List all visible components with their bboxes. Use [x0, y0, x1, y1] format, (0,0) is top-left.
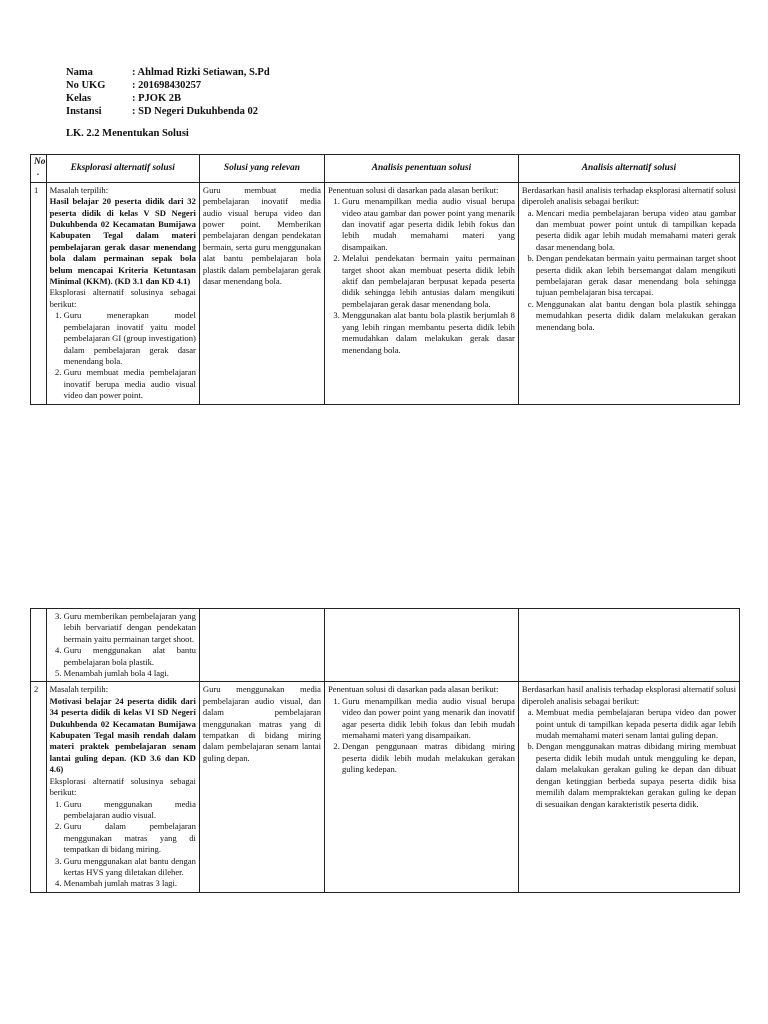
list-item: 1. Guru menggunakan media pembelajaran audio visual. [64, 799, 196, 822]
exploration-cell [46, 682, 199, 892]
exploration-list-continued [50, 611, 196, 679]
alternative-lead: Berdasarkan hasil analisis terhadap eksplorasi alternatif solusi diperoleh analisis sebagai berikut: [521, 684, 736, 706]
list-item: a. Mencari media pembelajaran berupa video atau gambar dan membuat power point untuk di tampilkan kepada peserta didik agar lebih mudah memahami materi gerak dasar menendang bola. [536, 208, 736, 254]
section-title: LK. 2.2 Menentukan Solusi [66, 128, 189, 139]
identity-header [66, 66, 270, 118]
list-item: 1. Guru menerapkan model pembelajaran inovatif yaitu model pembelajaran GI (group investigation) dalam pembelajaran gerak dasar menendang bola. [64, 310, 196, 367]
alternative-analysis-cell [518, 682, 739, 892]
header-determination: Analisis penentuan solusi [325, 155, 519, 183]
table-header-row [31, 155, 740, 183]
alternative-analysis-cell [518, 182, 739, 404]
list-item: a. Membuat media pembelajaran berupa video dan power point untuk di tampilkan kepada peserta didik agar lebih mudah memahami materi senam lantai guling depan. [536, 707, 736, 741]
relevant-solution-cell: Guru menggunakan media pembelajaran audio visual, dan dalam pembelajaran menggunakan matras yang di tempatkan di bidang miring dalam pembelajaran senam lantai guling depan. [199, 682, 324, 892]
institution-value: : SD Negeri Dukuhbenda 02 [132, 106, 259, 117]
problem-statement: Hasil belajar 20 peserta didik dari 32 peserta didik di kelas V SD Negeri Dukuhbenda 02 Kecamatan Bumijawa Kabupaten Tegal dalam materi pembelajaran gerak dasar menendang bola dalam permainan sepak bola belum mencapai Kriteria Ketuntasan Minimal (KKM). (KD 3.1 dan KD 4.1) [49, 196, 196, 287]
solution-table-page-2 [30, 608, 740, 893]
class-label: Kelas [66, 93, 92, 104]
list-item: 1. Guru menampilkan media audio visual berupa video atau gambar dan power point yang menarik dan inovatif agar peserta didik lebih fokus dan lebih mudah memahami materi yang disampaikan. [342, 196, 515, 253]
determination-list [328, 696, 515, 776]
header-solution: Solusi yang relevan [199, 155, 324, 183]
problem-intro: Masalah terpilih: [49, 184, 109, 195]
relevant-solution-cell: Guru membuat media pembelajaran inovatif media audio visual berupa video dan power point. Memberikan pembelajaran dengan pendekatan bermain, serta guru menggunakan alat bantu pembelajaran bola plastik dalam pembelajaran gerak dasar menendang bola. [199, 182, 324, 404]
determination-lead: Penentuan solusi di dasarkan pada alasan berikut: [328, 684, 499, 695]
exploration-lead: Eksplorasi alternatif solusinya sebagai berikut: [49, 775, 196, 798]
ukg-row [66, 79, 270, 92]
ukg-value: : 201698430257 [132, 80, 202, 91]
header-exploration: Eksplorasi alternatif solusi [46, 155, 199, 183]
determination-lead: Penentuan solusi di dasarkan pada alasan berikut: [328, 184, 499, 195]
list-item: 1. Guru menampilkan media audio visual berupa video dan power point yang menarik dan inovatif agar peserta didik lebih fokus dan lebih mudah memahami materi yang disampaikan. [342, 696, 515, 742]
row-number: 2 [31, 682, 47, 892]
exploration-lead: Eksplorasi alternatif solusinya sebagai berikut: [49, 287, 196, 309]
list-item: 2. Guru membuat media pembelajaran inovatif berupa media audio visual video dan power point. [64, 367, 196, 401]
institution-row [66, 105, 270, 118]
class-value: : PJOK 2B [132, 93, 181, 104]
row-number: 1 [31, 182, 47, 404]
alternative-list [522, 707, 736, 810]
institution-label: Instansi [66, 106, 102, 117]
list-item: 4. Guru menggunakan alat bantu pembelajaran bola plastik. [64, 645, 196, 668]
determination-cell [325, 182, 519, 404]
alternative-list [522, 208, 736, 333]
determination-cell [325, 682, 519, 892]
list-item: 3. Guru memberikan pembelajaran yang lebih bervariatif dengan pendekatan bermain yaitu permainan target shoot. [64, 611, 196, 645]
header-alternative: Analisis alternatif solusi [518, 155, 739, 183]
list-item: 3. Menggunakan alat bantu bola plastik berjumlah 8 yang lebih ringan membantu peserta didik lebih memudahkan dalam melakukan gerak dasar menendang bola. [342, 310, 515, 356]
table-row [31, 182, 740, 404]
table-row [31, 682, 740, 892]
exploration-list [50, 310, 196, 401]
list-item: 2. Guru dalam pembelajaran menggunakan matras yang di tempatkan di bidang miring. [64, 821, 196, 855]
list-item: b. Dengan menggunakan matras dibidang miring membuat peserta didik lebih mudah untuk mengguling ke depan, dalam melakukan gerakan guling ke depan dan dibuat dengan ketinggian berbeda supaya peserta didik bisa memilih dalam mempraktekan gerakan guling ke depan di sesuaikan dengan karakteristik peserta didik. [536, 741, 736, 809]
exploration-list [50, 799, 196, 890]
list-item: 2. Dengan penggunaan matras dibidang miring peserta didik lebih mudah melakukan gerakan guling kedepan. [342, 741, 515, 775]
solution-table-page-1 [30, 154, 740, 405]
list-item: c. Menggunakan alat bantu dengan bola plastik sehingga memudahkan peserta didik dalam melakukan gerakan menendang bola. [536, 299, 736, 333]
name-value: : Ahlmad Rizki Setiawan, S.Pd [132, 67, 270, 78]
problem-intro: Masalah terpilih: [49, 684, 109, 695]
list-item: 4. Menambah jumlah matras 3 lagi. [64, 878, 196, 889]
name-label: Nama [66, 67, 93, 78]
exploration-cell-continued [46, 609, 199, 682]
alternative-lead: Berdasarkan hasil analisis terhadap eksplorasi alternatif solusi diperoleh analisis sebagai berikut: [521, 184, 736, 207]
problem-statement: Motivasi belajar 24 peserta didik dari 34 peserta didik di kelas VI SD Negeri Dukuhbenda 02 Kecamatan Bumijawa Kabupaten Tegal masih rendah dalam materi praktek pembelajaran senam lantai guling depan. (KD 3.6 dan KD 4.6) [49, 695, 196, 775]
table-row [31, 609, 740, 682]
class-row [66, 92, 270, 105]
exploration-cell [46, 182, 199, 404]
name-row [66, 66, 270, 79]
ukg-label: No UKG [66, 80, 106, 91]
list-item: b. Dengan pendekatan bermain yaitu permainan target shoot peserta didik akan lebih bersemangat dalam mengikuti pembelajaran gerak dasar menendang bola sehingga tujuan pembelajaran bisa tercapai. [536, 253, 736, 299]
list-item: 2. Melalui pendekatan bermain yaitu permainan target shoot akan membuat peserta didik lebih aktif dan pembelajaran berpusat kepada peserta didik sehingga lebih antusias dalam mengikuti pembelajaran gerak dasar menendang bola. [342, 253, 515, 310]
list-item: 5. Menambah jumlah bola 4 lagi. [64, 668, 196, 679]
header-no: No . [31, 155, 47, 183]
list-item: 3. Guru menggunakan alat bantu dengan kertas HVS yang diletakan dileher. [64, 856, 196, 879]
determination-list [328, 196, 515, 356]
